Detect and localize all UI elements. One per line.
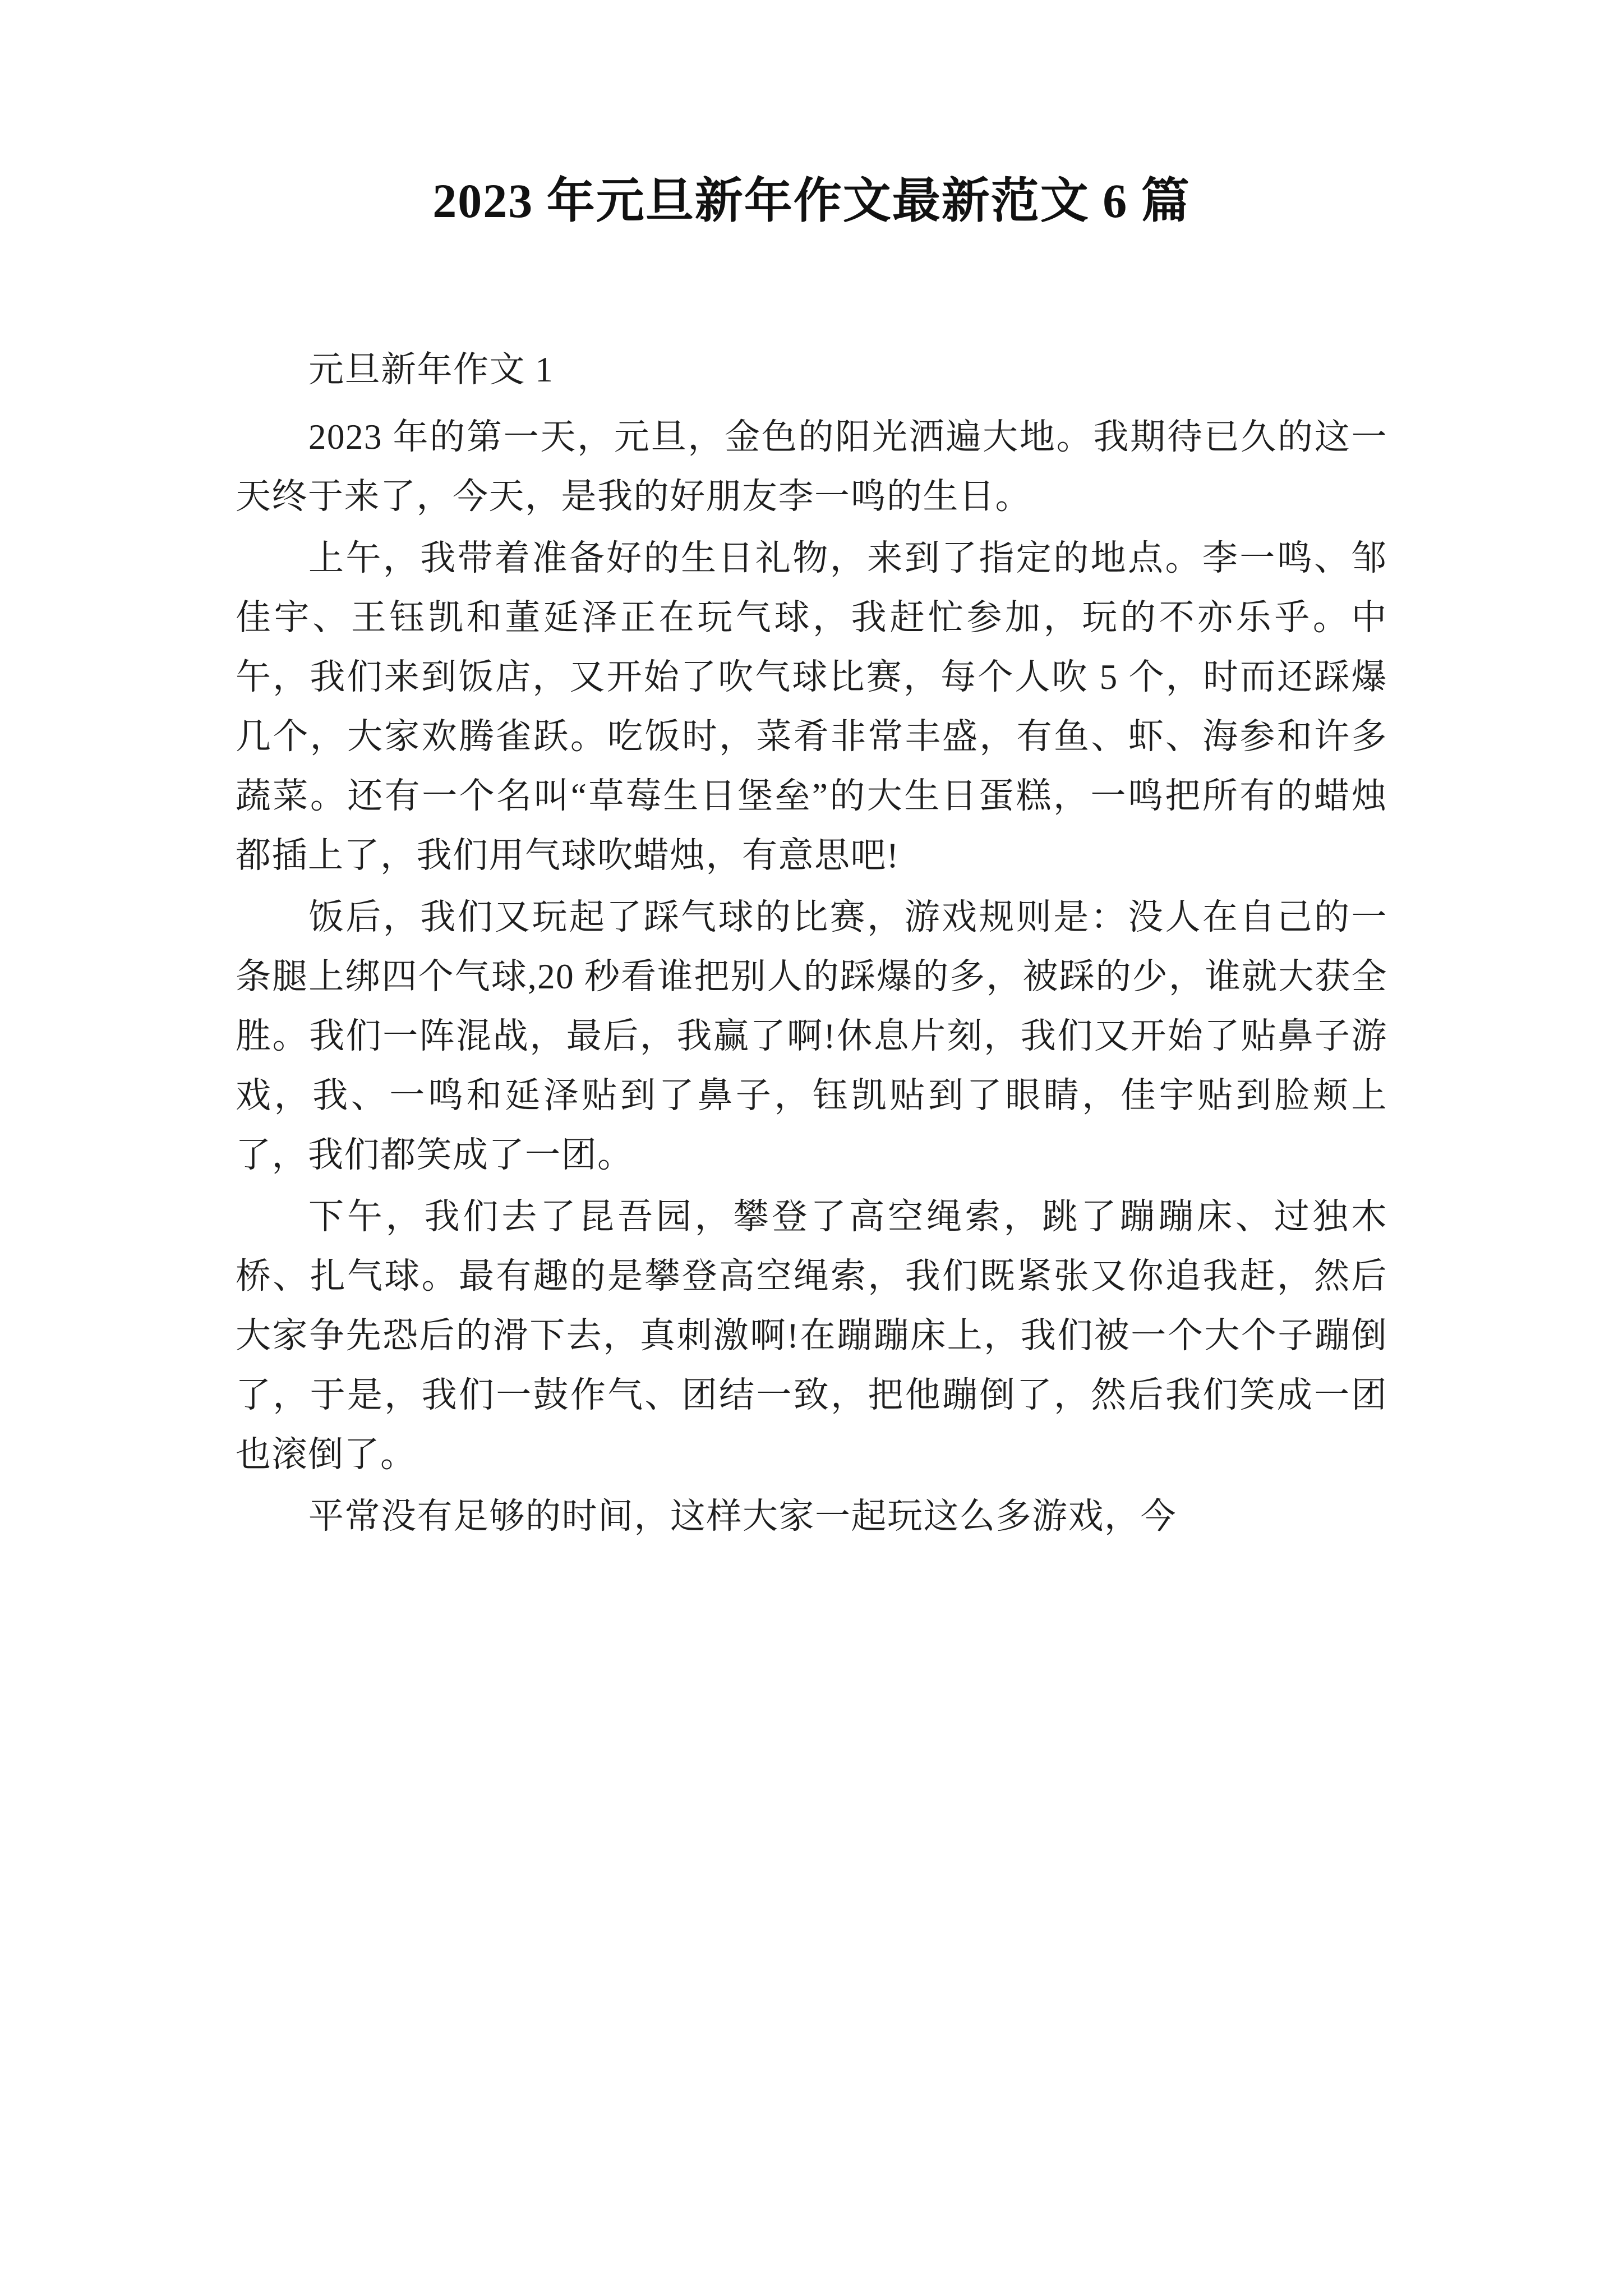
paragraph-4: 下午，我们去了昆吾园，攀登了高空绳索，跳了蹦蹦床、过独木桥、扎气球。最有趣的是攀登高空绳索，我们既紧张又你追我赶，然后大家争先恐后的滑下去，真刺激啊!在蹦蹦床上，我们被一个大个子蹦倒了，于是，我们一鼓作气、团结一致，把他蹦倒了，然后我们笑成一团也滚倒了。 [236,1197,1387,1475]
section-label: 元旦新年作文 1 [308,350,554,390]
paragraph-1: 2023 年的第一天，元旦，金色的阳光洒遍大地。我期待已久的这一天终于来了，今天，是我的好朋友李一鸣的生日。 [236,417,1387,517]
document-body [236,340,1387,1546]
page-title: 2023 年元旦新年作文最新范文 6 篇 [432,174,1191,228]
paragraph-3: 饭后，我们又玩起了踩气球的比赛，游戏规则是：没人在自己的一条腿上绑四个气球,20 秒看谁把别人的踩爆的多，被踩的少，谁就大获全胜。我们一阵混战，最后，我赢了啊!休息片刻，我们又开始了贴鼻子游戏，我、一鸣和延泽贴到了鼻子，钰凯贴到了眼睛，佳宇贴到脸颊上了，我们都笑成了一团。 [236,898,1387,1175]
paragraph-2: 上午，我带着准备好的生日礼物，来到了指定的地点。李一鸣、邹佳宇、王钰凯和董延泽正在玩气球，我赶忙参加，玩的不亦乐乎。中午，我们来到饭店，又开始了吹气球比赛，每个人吹 5 个，时而还踩爆几个，大家欢腾雀跃。吃饭时，菜肴非常丰盛，有鱼、虾、海参和许多蔬菜。还有一个名叫“草莓生日堡垒”的大生日蛋糕，一鸣把所有的蜡烛都插上了，我们用气球吹蜡烛，有意思吧! [236,539,1387,876]
paragraph-5: 平常没有足够的时间，这样大家一起玩这么多游戏，今 [308,1497,1177,1536]
